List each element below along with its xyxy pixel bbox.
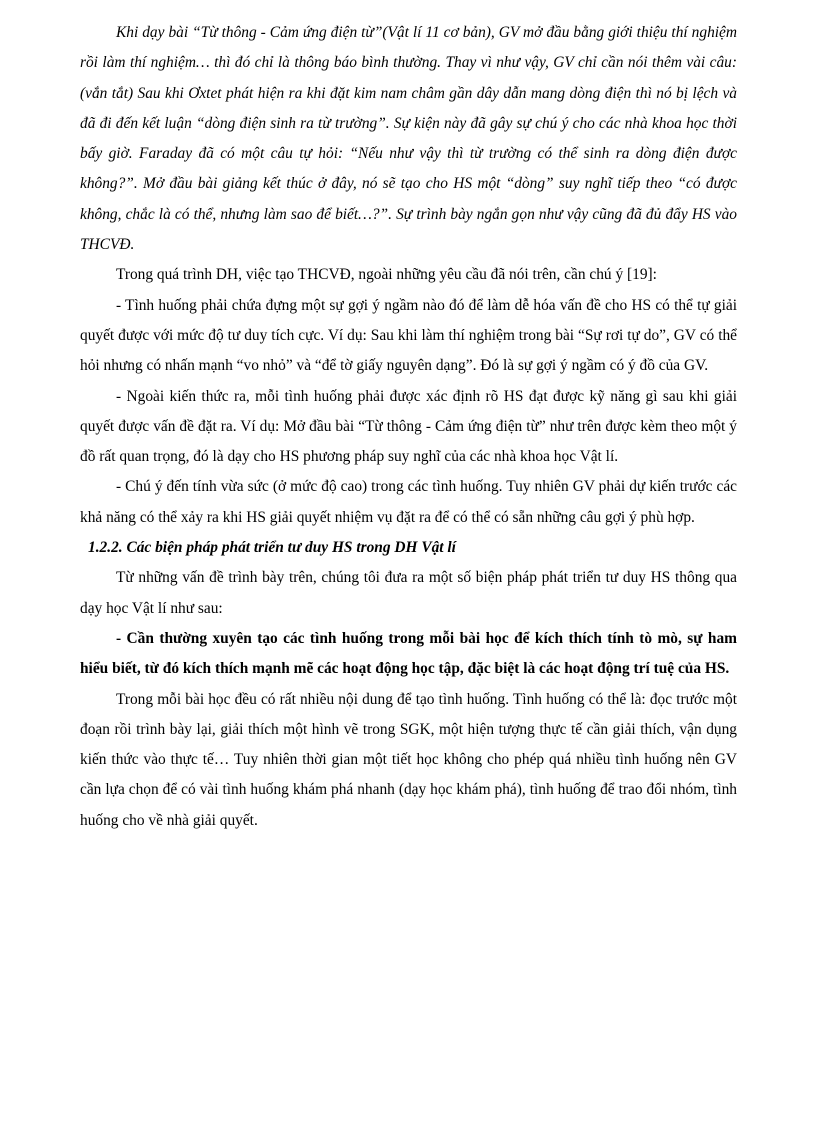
process-note-paragraph: Trong quá trình DH, việc tạo THCVĐ, ngoài những yêu cầu đã nói trên, cần chú ý [19]: (116, 266, 657, 284)
document-page (80, 18, 737, 836)
bullet-skill-goal: - Ngoài kiến thức ra, mỗi tình huống phải được xác định rõ HS đạt được kỹ năng gì sau khi giải quyết được vấn đề đặt ra. Ví dụ: Mở đầu bài “Từ thông - Cảm ứng điện từ” như trên được kèm theo một ý đồ rất quan trọng, đó là dạy cho HS phương pháp suy nghĩ của các nhà khoa học Vật lí. (80, 387, 737, 466)
bullet-appropriate-difficulty: - Chú ý đến tính vừa sức (ở mức độ cao) trong các tình huống. Tuy nhiên GV phải dự kiến trước các khả năng có thể xảy ra khi HS giải quyết nhiệm vụ đặt ra để có thể có sẵn những câu gợi ý phù hợp. (80, 478, 737, 526)
measure-one-detail-paragraph: Trong mỗi bài học đều có rất nhiều nội dung để tạo tình huống. Tình huống có thể là: đọc trước một đoạn rồi trình bày lại, giải thích một hình vẽ trong SGK, một hiện tượng thực tế cần giải thích, vận dụng kiến thức vào thực tế… Tuy nhiên thời gian một tiết học không cho phép quá nhiều tình huống nên GV cần lựa chọn để có vài tình huống khám phá nhanh (dạy học khám phá), tình huống để trao đổi nhóm, tình huống cho về nhà giải quyết. (80, 690, 737, 829)
section-heading: 1.2.2. Các biện pháp phát triển tư duy HS trong DH Vật lí (88, 539, 456, 557)
bullet-implicit-hint: - Tình huống phải chứa đựng một sự gợi ý ngầm nào đó để làm dễ hóa vấn đề cho HS có thể tự giải quyết được với mức độ tư duy tích cực. Ví dụ: Sau khi làm thí nghiệm trong bài “Sự rơi tự do”, GV có thể hỏi nhưng có nhấn mạnh “vo nhỏ” và “để tờ giấy nguyên dạng”. Đó là sự gợi ý ngầm có ý đồ của GV. (80, 296, 737, 375)
section-intro-paragraph: Từ những vấn đề trình bày trên, chúng tôi đưa ra một số biện pháp phát triển tư duy HS thông qua dạy học Vật lí như sau: (80, 569, 737, 617)
intro-example-paragraph: Khi dạy bài “Từ thông - Cảm ứng điện từ”(Vật lí 11 cơ bản), GV mở đầu bằng giới thiệu thí nghiệm rồi làm thí nghiệm… thì đó chỉ là thông báo bình thường. Thay vì như vậy, GV chỉ cần nói thêm vài câu: (vắn tắt) Sau khi Ơxtet phát hiện ra khi đặt kim nam châm gần dây dẫn mang dòng điện thì nó bị lệch và đã đi đến kết luận “dòng điện sinh ra từ trường”. Sự kiện này đã gây sự chú ý cho các nhà khoa học thời bấy giờ. Faraday đã có một câu tự hỏi: “Nếu như vậy thì từ trường có thể sinh ra dòng điện được không?”. Mở đầu bài giảng kết thúc ở đây, nó sẽ tạo cho HS một “dòng” suy nghĩ tiếp theo “có được không, chắc là có thể, nhưng làm sao để biết…?”. Sự trình bày ngắn gọn như vậy cũng đã đủ đẩy HS vào THCVĐ. (80, 24, 737, 254)
measure-one-paragraph: - Cần thường xuyên tạo các tình huống trong mỗi bài học để kích thích tính tò mò, sự ham hiểu biết, từ đó kích thích mạnh mẽ các hoạt động học tập, đặc biệt là các hoạt động trí tuệ của HS. (80, 629, 737, 678)
